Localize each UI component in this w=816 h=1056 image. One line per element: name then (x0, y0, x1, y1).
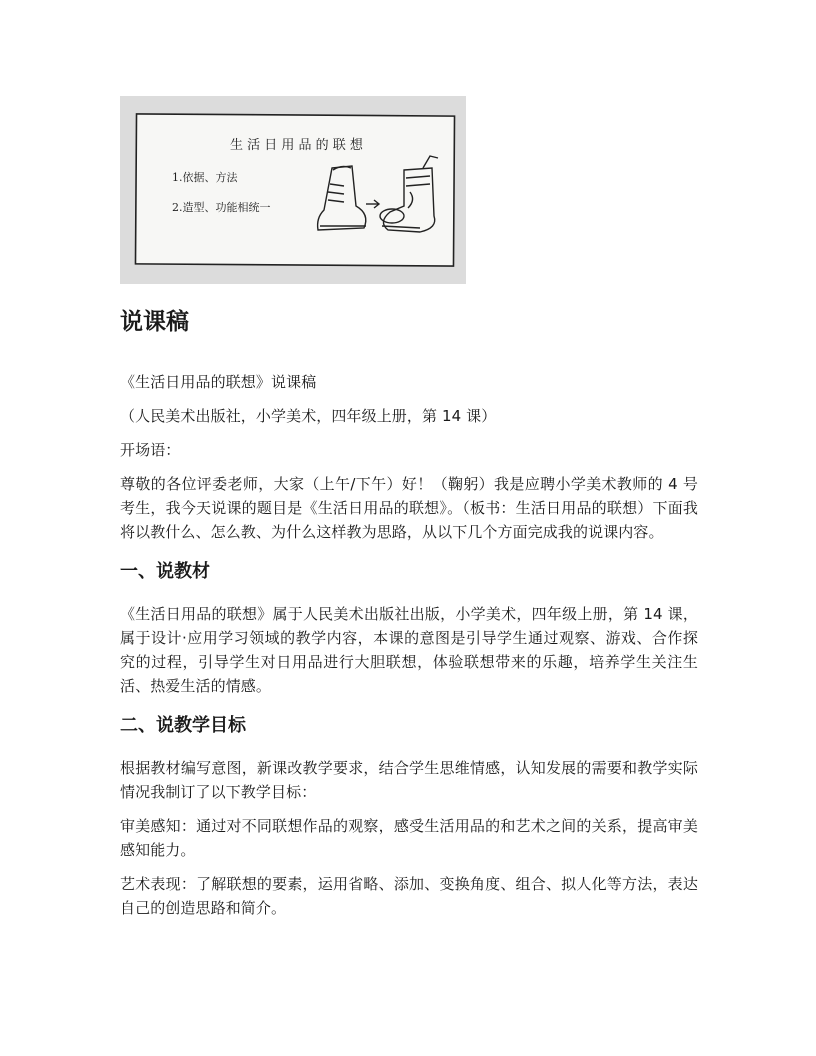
course-title-line: 《生活日用品的联想》说课稿 (120, 373, 317, 391)
document-body (120, 304, 698, 930)
board-line-2: 2.造型、功能相统一 (172, 201, 271, 214)
section-textbook-paragraph: 《生活日用品的联想》属于人民美术出版社出版，小学美术，四年级上册，第 14 课，属于设计·应用学习领域的教学内容，本课的意图是引导学生通过观察、游戏、合作探究的过程，引导学生对日用品进行大胆联想，体验联想带来的乐趣，培养学生关注生活、热爱生活的情感。 (120, 605, 698, 695)
section-heading-goals: 二、说教学目标 (120, 715, 246, 736)
blackboard-sketch-photo (120, 96, 466, 284)
board-line-1: 1.依据、方法 (172, 171, 238, 184)
document-title: 说课稿 (120, 309, 189, 335)
goal-aesthetic-paragraph: 审美感知：通过对不同联想作品的观察，感受生活用品的和艺术之间的关系，提高审美感知能力。 (120, 817, 698, 859)
card-border (135, 114, 454, 266)
goal-expression-paragraph: 艺术表现：了解联想的要素，运用省略、添加、变换角度、组合、拟人化等方法，表达自己的创造思路和简介。 (120, 875, 698, 917)
board-title: 生 活 日 用 品 的 联 想 (230, 138, 363, 153)
goals-intro-paragraph: 根据教材编写意图，新课改教学要求，结合学生思维情感，认知发展的需要和教学实际情况我制订了以下教学目标： (120, 759, 698, 801)
opening-paragraph: 尊敬的各位评委老师，大家（上午/下午）好！（鞠躬）我是应聘小学美术教师的 4 号考生，我今天说课的题目是《生活日用品的联想》。（板书：生活日用品的联想）下面我将以教什么、怎么教、为什么这样教为思路，从以下几个方面完成我的说课内容。 (120, 475, 698, 541)
opening-label: 开场语： (120, 441, 181, 459)
publisher-info-line: （人民美术出版社，小学美术，四年级上册，第 14 课） (120, 407, 497, 425)
sketch-drawing (120, 96, 466, 284)
section-heading-textbook: 一、说教材 (120, 561, 210, 582)
